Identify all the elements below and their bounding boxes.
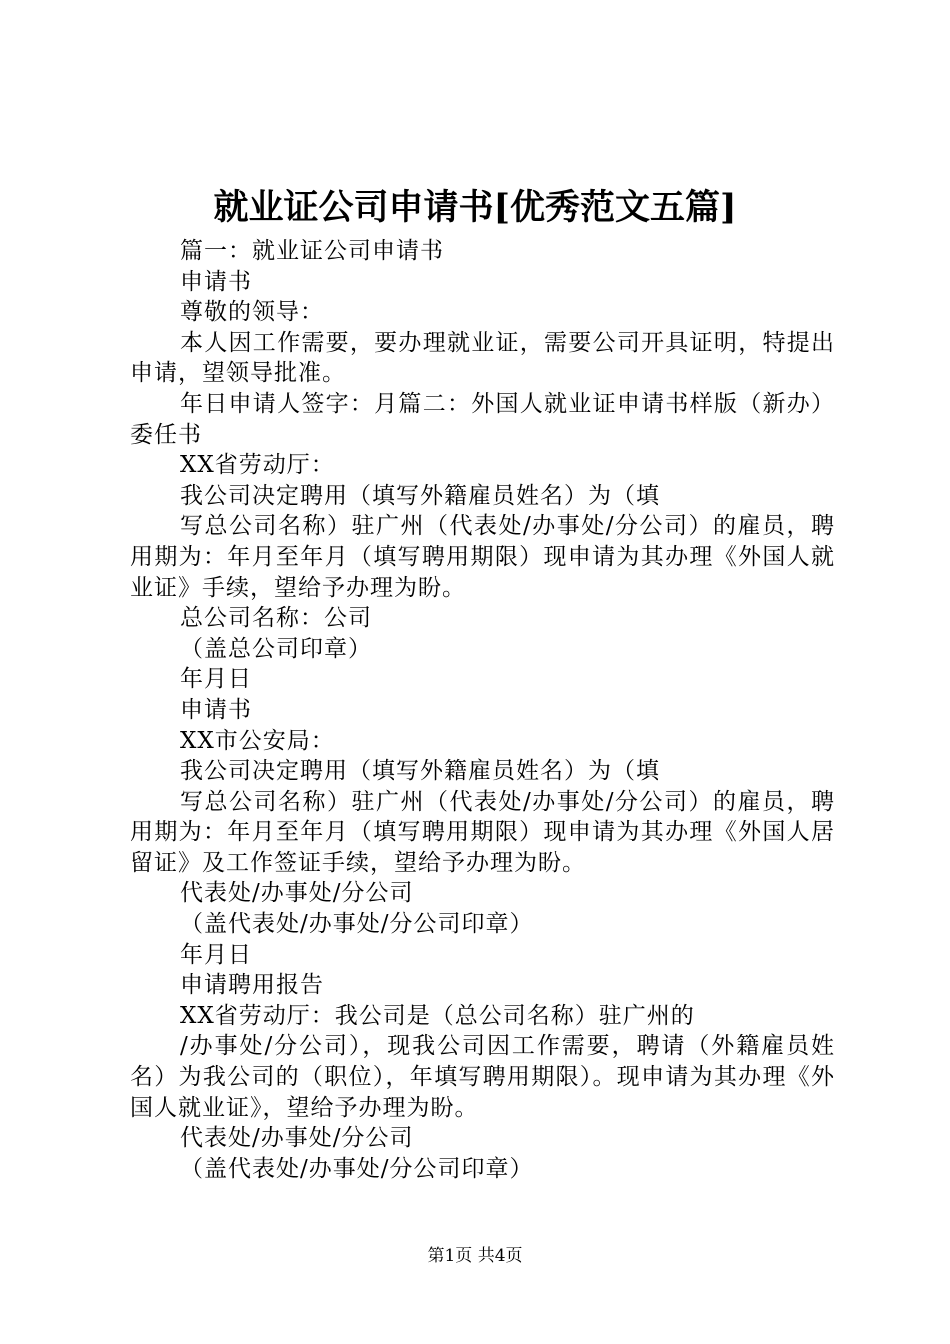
paragraph: XX省劳动厅：我公司是（总公司名称）驻广州的 [180,1002,695,1029]
document-title: 就业证公司申请书[优秀范文五篇] [213,187,737,228]
paragraph: /办事处/分公司），现我公司因工作需要，聘请（外籍雇员姓名）为我公司的（职位），年填写聘用期限）。现申请为其办理《外国人就业证》，望给予办理为盼。 [130,1033,835,1121]
paragraph: 总公司名称：公司 [180,605,372,632]
paragraph: 本人因工作需要，要办理就业证，需要公司开具证明，特提出申请，望领导批准。 [130,329,835,387]
paragraph: 代表处/办事处/分公司 [180,1125,414,1152]
paragraph: （盖代表处/办事处/分公司印章） [180,1155,534,1182]
paragraph: （盖总公司印章） [180,635,372,662]
paragraph: 我公司决定聘用（填写外籍雇员姓名）为（填 [180,758,660,785]
paragraph: 写总公司名称）驻广州（代表处/办事处/分公司）的雇员，聘用期为：年月至年月（填写聘用期限）现申请为其办理《外国人就业证》手续，望给予办理为盼。 [130,513,835,601]
paragraph: XX市公安局： [180,727,335,754]
paragraph: 申请聘用报告 [180,972,324,999]
document-body [130,236,835,1184]
paragraph: 尊敬的领导： [180,299,324,326]
paragraph: 写总公司名称）驻广州（代表处/办事处/分公司）的雇员，聘用期为：年月至年月（填写聘用期限）现申请为其办理《外国人居留证》及工作签证手续，望给予办理为盼。 [130,788,835,876]
paragraph: 篇一：就业证公司申请书 [180,238,444,264]
paragraph: 年月日 [180,666,252,693]
paragraph: 年月日 [180,941,252,968]
paragraph: 申请书 [180,696,252,723]
paragraph: 申请书 [180,268,252,295]
paragraph: （盖代表处/办事处/分公司印章） [180,911,534,938]
paragraph: 代表处/办事处/分公司 [180,880,414,907]
paragraph: 我公司决定聘用（填写外籍雇员姓名）为（填 [180,482,660,509]
paragraph: 年日申请人签字：月篇二：外国人就业证申请书样版（新办）委任书 [130,390,835,448]
paragraph: XX省劳动厅： [180,452,335,479]
page-footer: 第1页 共4页 [427,1246,523,1266]
